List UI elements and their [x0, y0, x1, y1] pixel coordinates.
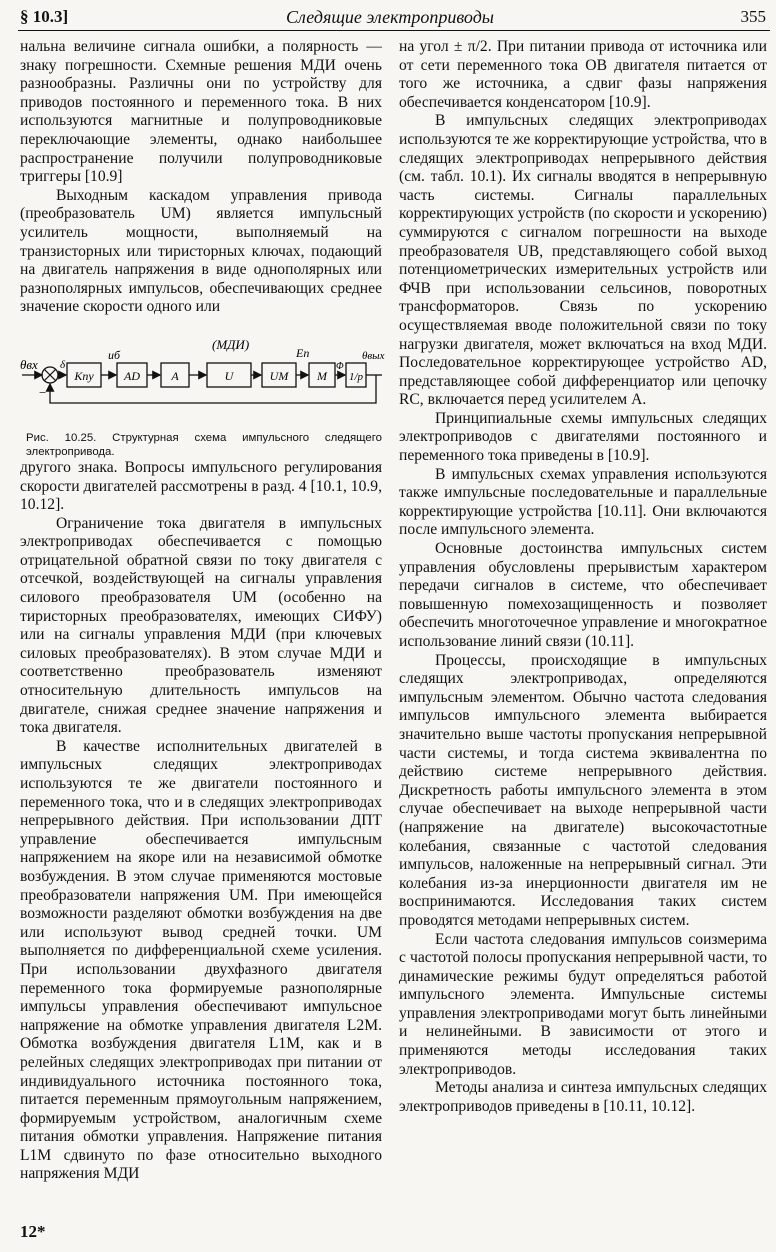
- paragraph: Процессы, происходящие в импульсных следящих электроприводах, определяются импульсным элементом. Обычно частота следования импульсов импульсного элемента выбирается значительно выше частоты пропускания непрерывной части системы, и тогда система эквивалентна по действию системе непрерывного действия. Дискретность работы импульсного элемента в этом случае обеспечивает на выходе непрерывной части (напряжение на двигателе) высокочастотные колебания, связанные с частотой следования импульсов, наложенные на непрерывный сигнал. Эти колебания из-за инерционности двигателя им не воспринимаются. Исследования таких систем проводятся методами непрерывных систем.: [399, 651, 767, 929]
- paragraph: нальна величине сигнала ошибки, а полярность — знаку погрешности. Схемные решения МДИ очень разнообразны. Различны они по устройству для приводов постоянного и переменного тока. В них используются магнитные и полупроводниковые переключающие элементы, однако наибольшее распространение получили полупроводниковые триггеры [10.9]: [20, 38, 382, 186]
- paragraph: Принципиальные схемы импульсных следящих электроприводов с двигателями постоянного и переменного тока приведены в [10.9].: [399, 409, 767, 465]
- input-label: θвх: [20, 356, 38, 372]
- page-number: 355: [740, 7, 766, 26]
- paragraph: на угол ± π/2. При питании привода от источника или от сети переменного тока ОВ двигателя питается от того же источника, а сдвиг фазы напряжения обеспечивается конденсатором [10.9].: [399, 38, 767, 111]
- block-label: M: [317, 368, 327, 383]
- figure-caption: Рис. 10.25. Структурная схема импульсного следящего электропривода.: [26, 431, 382, 458]
- paragraph: Ограничение тока двигателя в импульсных электроприводах обеспечивается с помощью отрицательной обратной связи по току двигателя с отсечкой, воздействующей на сигналы управления силового преобразователя UM (особенно на тиристорных преобразователях, имеющих СИФУ) или на сигналы управления МДИ (при ключевых силовых преобразователях). В этом случае МДИ и соответственно преобразователь изменяют относительную длительность импульсов на двигателе, снижая среднее значение напряжения и тока двигателя.: [20, 514, 382, 737]
- minus-sign: −: [39, 384, 47, 400]
- running-title: Следящие электроприводы: [286, 7, 494, 27]
- block-diagram-figure: [20, 327, 385, 427]
- block-ad: [117, 363, 147, 387]
- signature-mark: 12*: [20, 1222, 46, 1241]
- error-label: δ: [60, 358, 66, 371]
- block-integrator: [346, 363, 366, 387]
- paragraph: Если частота следования импульсов соизмерима с частотой полосы пропускания непрерывной части, то динамические режимы будут определяться работой импульсного элемента. Импульсные системы управления электроприводами могут быть линейными и нелинейными. В зависимости от этого и применяются методы исследования таких электроприводов.: [399, 930, 767, 1078]
- paragraph: В импульсных схемах управления используются также импульсные последовательные и параллельные корректирующие устройства [10.11]. Они включаются после импульсного элемента.: [399, 465, 767, 539]
- feedback-line: [50, 375, 376, 403]
- block-kpu: [67, 363, 101, 387]
- section-number: § 10.3]: [20, 7, 69, 26]
- block-um: [262, 363, 296, 387]
- output-label: θвых: [362, 349, 385, 362]
- block-m: [309, 363, 335, 387]
- block-label: Kпу: [74, 368, 94, 383]
- block-label: A: [171, 368, 179, 383]
- block-label: U: [224, 368, 234, 383]
- left-column: [20, 38, 385, 1184]
- block-a: [161, 363, 189, 387]
- paragraph: Выходным каскадом управления привода (преобразователь UM) является импульсный усилитель мощности, выполняемый на транзисторных или тиристорных ключах, подающий на двигатель напряжения в виде однополярных или разнополярных импульсов, обеспечивающих среднее значение скорости одного или: [20, 186, 382, 316]
- block-label: AD: [124, 368, 140, 383]
- paragraph: В импульсных следящих электроприводах используются те же корректирующие устройства, что в следящих электроприводах непрерывного действия (см. табл. 10.1). Их сигналы вводятся в непрерывную часть системы. Сигналы параллельных корректирующих устройств (по скорости и ускорению) суммируются с сигналом погрешности на выходе преобразователя UB, представляющего собой выход потенциометрических измерительных устройств или ФЧВ при использовании сельсинов, поворотных трансформаторов. Связь по ускорению осуществляемая вводе положительной связи по току нагрузки двигателя, может включаться на вход МДИ. Последовательное корректирующее устройство AD, представляющее собой дифференциатор или цепочку RC, включается перед усилителем A.: [399, 112, 767, 409]
- summing-junction: [42, 367, 58, 383]
- emf-label: Eп: [296, 345, 310, 360]
- paragraph: В качестве исполнительных двигателей в импульсных следящих электроприводах используются те же двигатели постоянного и переменного тока, что и в следящих электроприводах непрерывного действия. При использовании ДПТ управление обеспечивается импульсным напряжением на якоре или на независимой обмотке возбуждения. В этом случае применяются мостовые преобразователи напряжения UM. При имеющейся возможности разделяют обмотки возбуждения на две или используют вывод средней точки. UM выполняется по дифференциальной схеме усиления. При использовании двухфазного двигателя переменного тока формируемые разнополярные импульсы управления обеспечивают импульсное напряжение на обмотке управления двигателя L2M. Обмотка возбуждения двигателя L1M, как и в релейных следящих электроприводах при питании от индивидуального источника постоянного тока, питается переменным прямоугольным напряжением, формируемым устройством, аналогичным схеме питания обмотки управления. Напряжение питания L1M сдвинуто по фазе относительно выходного напряжения МДИ: [20, 737, 382, 1183]
- signal-label: uб: [108, 347, 121, 362]
- block-diagram: [20, 327, 385, 427]
- block-label: UM: [269, 368, 289, 383]
- mdi-group-label: (МДИ): [212, 336, 250, 352]
- right-column: [399, 38, 767, 1116]
- block-u: [207, 363, 251, 387]
- paragraph: Основные достоинства импульсных систем управления обусловлены прерывистым характером передачи сигналов в системе, что обеспечивает повышенную помехозащищенность и позволяет обеспечить многоточечное управление и многократное использование линий связи (10.11].: [399, 540, 767, 650]
- speed-label: Φ: [336, 360, 344, 372]
- paragraph: другого знака. Вопросы импульсного регулирования скорости двигателей рассмотрены в разд. 4 [10.1, 10.9, 10.12].: [20, 458, 382, 514]
- block-label: 1/p: [348, 370, 364, 383]
- running-header: [18, 4, 770, 31]
- paragraph: Методы анализа и синтеза импульсных следящих электроприводов приведены в [10.11, 10.12].: [399, 1079, 767, 1115]
